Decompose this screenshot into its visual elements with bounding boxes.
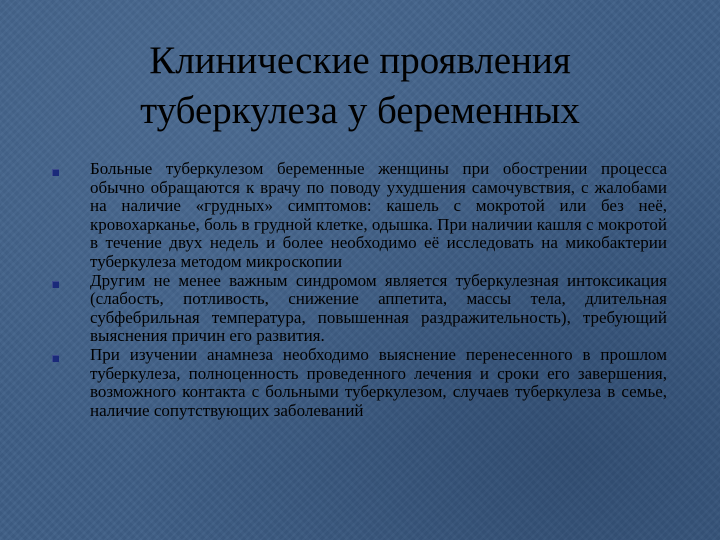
square-bullet-icon (52, 281, 59, 288)
slide-title-line-1: Клинические проявления (149, 39, 571, 82)
slide-title-line-2: туберкулеза у беременных (140, 89, 580, 132)
bullet-text-3: При изучении анамнеза необходимо выяснение перенесенного в прошлом туберкулеза, полноценность проведенного лечения и сроки его завершения, возможного контакта с больными туберкулезом, случаев туберкулеза в семье, наличие сопутствующих заболеваний (90, 344, 667, 420)
bullet-item-1 (0, 160, 720, 272)
square-bullet-icon (52, 355, 59, 362)
bullet-item-3 (0, 346, 720, 420)
bullet-text-1: Больные туберкулезом беременные женщины при обострении процесса обычно обращаются к врачу по поводу ухудшения самочувствия, с жалобами на наличие «грудных» симптомов: кашель с мокротой или без неё, кровохарканье, боль в грудной клетке, одышка. При наличии кашля с мокротой в течение двух недель и более необходимо её исследовать на микобактерии туберкулеза методом микроскопии (90, 159, 667, 271)
square-bullet-icon (52, 169, 59, 176)
bullet-list (0, 160, 720, 420)
bullet-item-2 (0, 272, 720, 346)
bullet-text-2: Другим не менее важным синдромом является туберкулезная интоксикация (слабость, потливость, снижение аппетита, массы тела, длительная субфебрильная температура, повышенная раздражительность), требующий выяснения причин его развития. (90, 270, 667, 346)
slide-title (60, 36, 660, 136)
